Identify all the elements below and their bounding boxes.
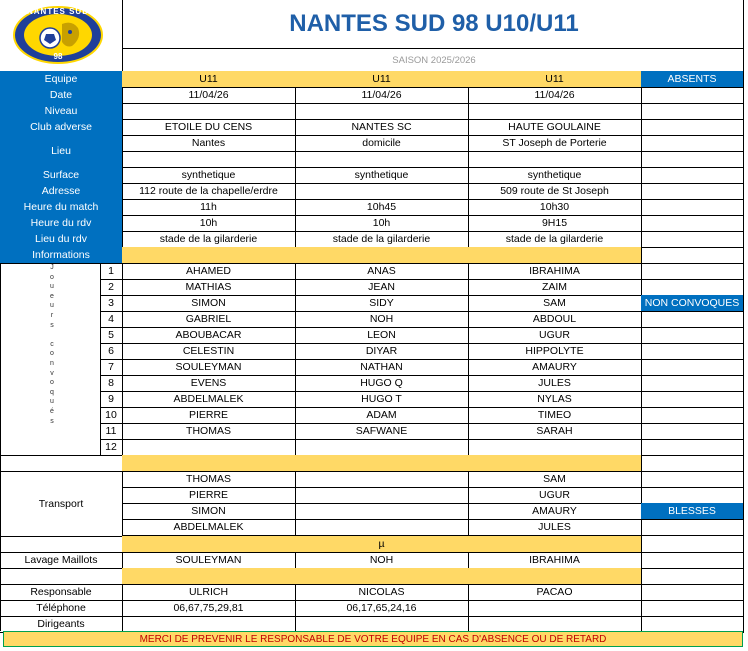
team-1-lavage: SOULEYMAN xyxy=(122,552,296,569)
team-1-player: PIERRE xyxy=(122,407,296,424)
absents-cell-player xyxy=(641,263,744,280)
absents-cell-niveau xyxy=(641,103,744,120)
team-1-player: AHAMED xyxy=(122,263,296,280)
absents-cell-sep-2 xyxy=(641,536,744,553)
row-label-date: Date xyxy=(0,87,123,104)
team-2-telephone: 06,17,65,24,16 xyxy=(295,600,469,617)
team-1-equipe: U11 xyxy=(122,71,296,88)
team-1-player: GABRIEL xyxy=(122,311,296,328)
separator-bar-3 xyxy=(122,568,642,585)
vertical-letter: s xyxy=(50,417,54,425)
player-number: 5 xyxy=(100,327,123,344)
row-label-responsable: Responsable xyxy=(0,584,123,601)
absents-cell-lieu-extra xyxy=(641,151,744,168)
absents-cell-transport xyxy=(641,519,744,536)
team-2-responsable: NICOLAS xyxy=(295,584,469,601)
absents-cell-sep-1 xyxy=(641,455,744,472)
row-label-lieu_rdv: Lieu du rdv xyxy=(0,231,123,248)
row-label-lieu: Lieu xyxy=(0,135,123,168)
absents-cell-responsable xyxy=(641,584,744,601)
player-number: 2 xyxy=(100,279,123,296)
page-title: NANTES SUD 98 U10/U11 xyxy=(289,10,579,37)
team-1-player: ABOUBACAR xyxy=(122,327,296,344)
team-3-player: UGUR xyxy=(468,327,642,344)
team-3-player: SAM xyxy=(468,295,642,312)
vertical-letter: o xyxy=(50,350,54,358)
team-2-heure_rdv: 10h xyxy=(295,215,469,232)
team-3-equipe: U11 xyxy=(468,71,642,88)
vertical-letter: c xyxy=(50,340,54,348)
notice-banner: MERCI DE PREVENIR LE RESPONSABLE DE VOTRE EQUIPE EN CAS D'ABSENCE OU DE RETARD xyxy=(3,631,743,647)
joueurs-convoques-vertical-label xyxy=(40,263,64,455)
row-label-heure_rdv: Heure du rdv xyxy=(0,215,123,232)
absents-cell-informations xyxy=(641,247,744,264)
absents-cell-player xyxy=(641,311,744,328)
absents-cell-heure_rdv xyxy=(641,215,744,232)
absents-cell-heure_match xyxy=(641,199,744,216)
separator-label-3 xyxy=(0,568,123,585)
team-3-player: TIMEO xyxy=(468,407,642,424)
row-label-informations: Informations xyxy=(0,247,123,264)
non-convoques-header: NON CONVOQUES xyxy=(641,295,744,312)
team-1-player: SIMON xyxy=(122,295,296,312)
team-2-lavage: NOH xyxy=(295,552,469,569)
team-3-adresse: 509 route de St Joseph xyxy=(468,183,642,200)
team-3-player: SARAH xyxy=(468,423,642,440)
team-3-heure_rdv: 9H15 xyxy=(468,215,642,232)
absents-cell-player xyxy=(641,279,744,296)
team-2-niveau xyxy=(295,103,469,120)
row-label-telephone: Téléphone xyxy=(0,600,123,617)
team-1-transport: SIMON xyxy=(122,503,296,520)
absents-cell-transport xyxy=(641,487,744,504)
vertical-letter: r xyxy=(50,311,54,319)
team-2-transport xyxy=(295,471,469,488)
team-2-player: HUGO Q xyxy=(295,375,469,392)
team-3-player: ZAIM xyxy=(468,279,642,296)
absents-cell-surface xyxy=(641,167,744,184)
vertical-letter: q xyxy=(50,388,54,396)
team-3-player: JULES xyxy=(468,375,642,392)
row-label-adresse: Adresse xyxy=(0,183,123,200)
team-1-player: SOULEYMAN xyxy=(122,359,296,376)
team-2-adresse xyxy=(295,183,469,200)
absents-cell-lavage xyxy=(641,552,744,569)
vertical-letter: e xyxy=(50,292,54,300)
player-number: 9 xyxy=(100,391,123,408)
vertical-letter: s xyxy=(50,321,54,329)
absents-cell-telephone xyxy=(641,600,744,617)
team-1-niveau xyxy=(122,103,296,120)
absents-cell-player xyxy=(641,343,744,360)
absents-cell-player xyxy=(641,407,744,424)
absents-cell-lieu xyxy=(641,135,744,152)
team-3-player: ABDOUL xyxy=(468,311,642,328)
team-3-player: AMAURY xyxy=(468,359,642,376)
row-label-heure_match: Heure du match xyxy=(0,199,123,216)
logo-bottom-text: 98 xyxy=(53,52,63,61)
team-1-player: ABDELMALEK xyxy=(122,391,296,408)
team-2-player: NOH xyxy=(295,311,469,328)
team-3-telephone xyxy=(468,600,642,617)
team-1-lieu: Nantes xyxy=(122,135,296,152)
team-1-heure_match: 11h xyxy=(122,199,296,216)
player-number: 11 xyxy=(100,423,123,440)
blesses-header: BLESSES xyxy=(641,503,744,520)
vertical-letter: v xyxy=(50,369,54,377)
team-3-transport: JULES xyxy=(468,519,642,536)
team-2-equipe: U11 xyxy=(295,71,469,88)
absents-cell-player xyxy=(641,327,744,344)
team-3-transport: AMAURY xyxy=(468,503,642,520)
team-1-club: ETOILE DU CENS xyxy=(122,119,296,136)
team-2-player: NATHAN xyxy=(295,359,469,376)
player-number: 6 xyxy=(100,343,123,360)
team-2-lieu-extra xyxy=(295,151,469,168)
team-1-heure_rdv: 10h xyxy=(122,215,296,232)
absents-cell-sep-3 xyxy=(641,568,744,585)
player-number: 8 xyxy=(100,375,123,392)
player-number: 1 xyxy=(100,263,123,280)
team-2-surface: synthetique xyxy=(295,167,469,184)
team-2-player: DIYAR xyxy=(295,343,469,360)
vertical-letter: é xyxy=(50,407,54,415)
team-1-player: CELESTIN xyxy=(122,343,296,360)
team-2-player: LEON xyxy=(295,327,469,344)
vertical-letter: n xyxy=(50,359,54,367)
team-3-lieu: ST Joseph de Porterie xyxy=(468,135,642,152)
absents-cell-date xyxy=(641,87,744,104)
team-2-date: 11/04/26 xyxy=(295,87,469,104)
absents-cell-player xyxy=(641,391,744,408)
vertical-letter: u xyxy=(50,283,54,291)
team-2-lieu: domicile xyxy=(295,135,469,152)
player-number: 12 xyxy=(100,439,123,456)
team-3-responsable: PACAO xyxy=(468,584,642,601)
team-2-lieu_rdv: stade de la gilarderie xyxy=(295,231,469,248)
separator-bar-2: µ xyxy=(122,536,642,553)
team-2-player xyxy=(295,439,469,456)
absents-cell-player xyxy=(641,359,744,376)
team-3-transport: UGUR xyxy=(468,487,642,504)
team-3-niveau xyxy=(468,103,642,120)
club-logo xyxy=(12,6,104,64)
team-3-player: NYLAS xyxy=(468,391,642,408)
team-2-player: ANAS xyxy=(295,263,469,280)
vertical-letter: o xyxy=(50,273,54,281)
team-1-transport: PIERRE xyxy=(122,487,296,504)
player-number: 3 xyxy=(100,295,123,312)
informations-bar xyxy=(122,247,642,264)
team-3-lieu-extra xyxy=(468,151,642,168)
team-3-transport: SAM xyxy=(468,471,642,488)
row-label-dirigeants: Dirigeants xyxy=(0,616,123,633)
team-3-player xyxy=(468,439,642,456)
absents-cell-player xyxy=(641,439,744,456)
absents-cell-player xyxy=(641,423,744,440)
separator-label-1 xyxy=(0,455,123,472)
team-1-player: MATHIAS xyxy=(122,279,296,296)
team-2-club: NANTES SC xyxy=(295,119,469,136)
season-label: SAISON 2025/2026 xyxy=(392,54,476,66)
team-1-player xyxy=(122,439,296,456)
team-1-responsable: ULRICH xyxy=(122,584,296,601)
separator-label-2 xyxy=(0,536,123,553)
team-2-transport xyxy=(295,487,469,504)
team-3-surface: synthetique xyxy=(468,167,642,184)
player-number: 10 xyxy=(100,407,123,424)
team-3-lavage: IBRAHIMA xyxy=(468,552,642,569)
team-2-player: JEAN xyxy=(295,279,469,296)
row-label-club: Club adverse xyxy=(0,119,123,136)
team-1-adresse: 112 route de la chapelle/erdre xyxy=(122,183,296,200)
team-1-telephone: 06,67,75,29,81 xyxy=(122,600,296,617)
team-2-transport xyxy=(295,503,469,520)
team-3-club: HAUTE GOULAINE xyxy=(468,119,642,136)
team-3-player: HIPPOLYTE xyxy=(468,343,642,360)
team-1-lieu_rdv: stade de la gilarderie xyxy=(122,231,296,248)
team-2-player: SAFWANE xyxy=(295,423,469,440)
team-2-player: HUGO T xyxy=(295,391,469,408)
player-number: 7 xyxy=(100,359,123,376)
team-3-date: 11/04/26 xyxy=(468,87,642,104)
logo-top-text: NANTES SUD xyxy=(26,7,89,16)
row-label-niveau: Niveau xyxy=(0,103,123,120)
team-2-player: SIDY xyxy=(295,295,469,312)
absents-header: ABSENTS xyxy=(641,71,744,88)
team-2-player: ADAM xyxy=(295,407,469,424)
separator-bar-1 xyxy=(122,455,642,472)
absents-cell-lieu_rdv xyxy=(641,231,744,248)
team-2-heure_match: 10h45 xyxy=(295,199,469,216)
row-label-transport: Transport xyxy=(0,471,123,537)
row-label-surface: Surface xyxy=(0,167,123,184)
player-number: 4 xyxy=(100,311,123,328)
absents-cell-adresse xyxy=(641,183,744,200)
row-label-lavage: Lavage Maillots xyxy=(0,552,123,569)
team-1-transport: THOMAS xyxy=(122,471,296,488)
team-1-transport: ABDELMALEK xyxy=(122,519,296,536)
vertical-letter: o xyxy=(50,379,54,387)
row-label-equipe: Equipe xyxy=(0,71,123,88)
team-2-transport xyxy=(295,519,469,536)
absents-cell-player xyxy=(641,375,744,392)
absents-cell-club xyxy=(641,119,744,136)
team-1-surface: synthetique xyxy=(122,167,296,184)
team-3-lieu_rdv: stade de la gilarderie xyxy=(468,231,642,248)
vertical-letter: J xyxy=(50,264,54,271)
vertical-letter: u xyxy=(50,302,54,310)
team-1-date: 11/04/26 xyxy=(122,87,296,104)
team-1-player: THOMAS xyxy=(122,423,296,440)
absents-cell-transport xyxy=(641,471,744,488)
vertical-letter: u xyxy=(50,398,54,406)
team-3-heure_match: 10h30 xyxy=(468,199,642,216)
team-3-player: IBRAHIMA xyxy=(468,263,642,280)
team-1-player: EVENS xyxy=(122,375,296,392)
team-1-lieu-extra xyxy=(122,151,296,168)
